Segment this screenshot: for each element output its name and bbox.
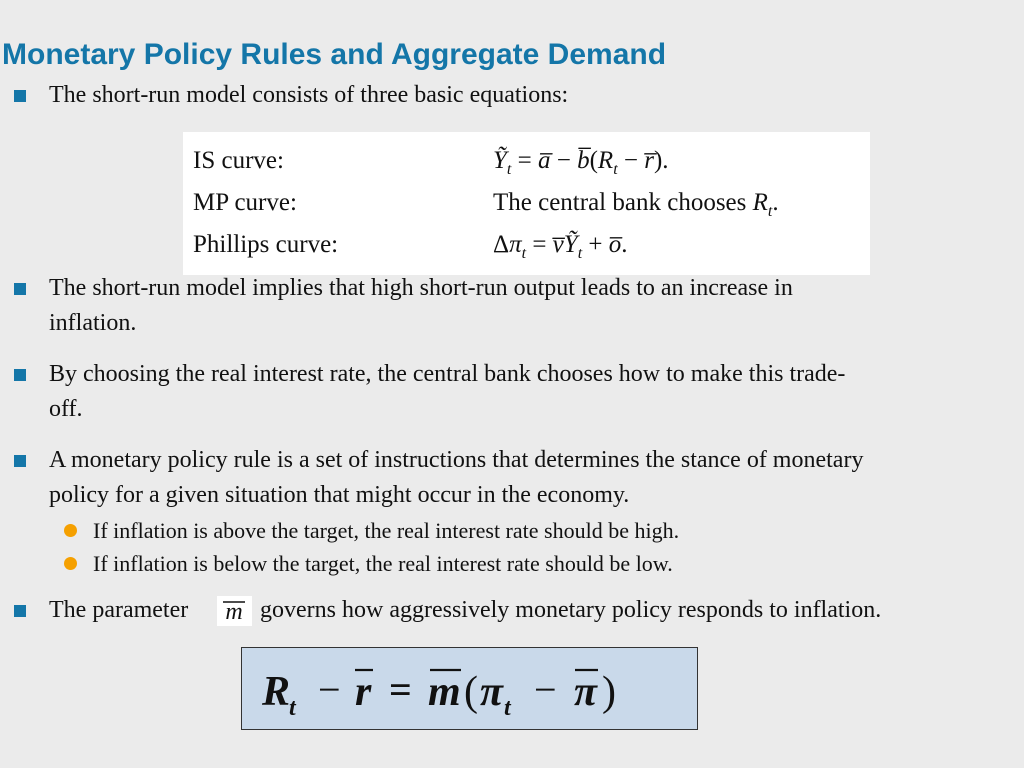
bullet-2-line-1: The short-run model implies that high short-run output leads to an increase in [49, 275, 793, 301]
bullet-4-line-1: A monetary policy rule is a set of instructions that determines the stance of monetary [49, 447, 864, 473]
svg-text:): ) [602, 669, 616, 715]
square-bullet-icon [14, 605, 26, 617]
bullet-5-before: The parameter [49, 597, 189, 623]
is-curve-label: IS curve: [193, 147, 284, 174]
svg-text:(: ( [464, 669, 478, 715]
svg-text:π: π [574, 669, 597, 715]
svg-text:R: R [262, 669, 291, 715]
bullet-5-after: governs how aggressively monetary policy responds to inflation. [260, 597, 882, 623]
is-curve-equation: Ỹ$_t$ = a̅ − $b̅(R_t$ − r̅). [493, 147, 669, 178]
bullet-3-line-1: By choosing the real interest rate, the central bank chooses how to make this trade- [49, 361, 846, 387]
bullet-2-line-2: inflation. [49, 310, 137, 336]
m-bar-symbol [217, 596, 252, 626]
svg-text:=: = [389, 667, 412, 712]
mp-curve-equation: The central bank chooses $R_t$. [493, 189, 779, 220]
equations-table [183, 132, 870, 275]
bullet-1-line-1: The short-run model consists of three basic equations: [49, 82, 569, 108]
phillips-curve-label: Phillips curve: [193, 231, 339, 258]
svg-text:m: m [225, 599, 243, 625]
svg-text:−: − [534, 667, 557, 712]
svg-text:t: t [504, 695, 511, 721]
round-bullet-icon [64, 557, 77, 570]
sub-bullet-2: If inflation is below the target, the real interest rate should be low. [93, 551, 673, 576]
round-bullet-icon [64, 524, 77, 537]
svg-text:r: r [355, 669, 372, 715]
square-bullet-icon [14, 369, 26, 381]
slide-title: Monetary Policy Rules and Aggregate Demand [2, 38, 667, 71]
bullet-4-line-2: policy for a given situation that might occur in the economy. [49, 482, 630, 508]
svg-text:−: − [318, 667, 341, 712]
mp-curve-text: The central bank chooses [493, 189, 747, 216]
svg-text:π: π [480, 669, 503, 715]
svg-text:t: t [289, 695, 296, 721]
square-bullet-icon [14, 455, 26, 467]
bullet-3-line-2: off. [49, 396, 83, 422]
monetary-policy-rule-equation [241, 647, 698, 730]
phillips-curve-equation: $\Delta\pi_t$ = v̅Ỹ$_t$ + o̅. [493, 231, 628, 262]
sub-bullet-1: If inflation is above the target, the real interest rate should be high. [93, 518, 680, 543]
mp-curve-label: MP curve: [193, 189, 297, 216]
square-bullet-icon [14, 283, 26, 295]
svg-text:m: m [428, 669, 461, 715]
square-bullet-icon [14, 90, 26, 102]
